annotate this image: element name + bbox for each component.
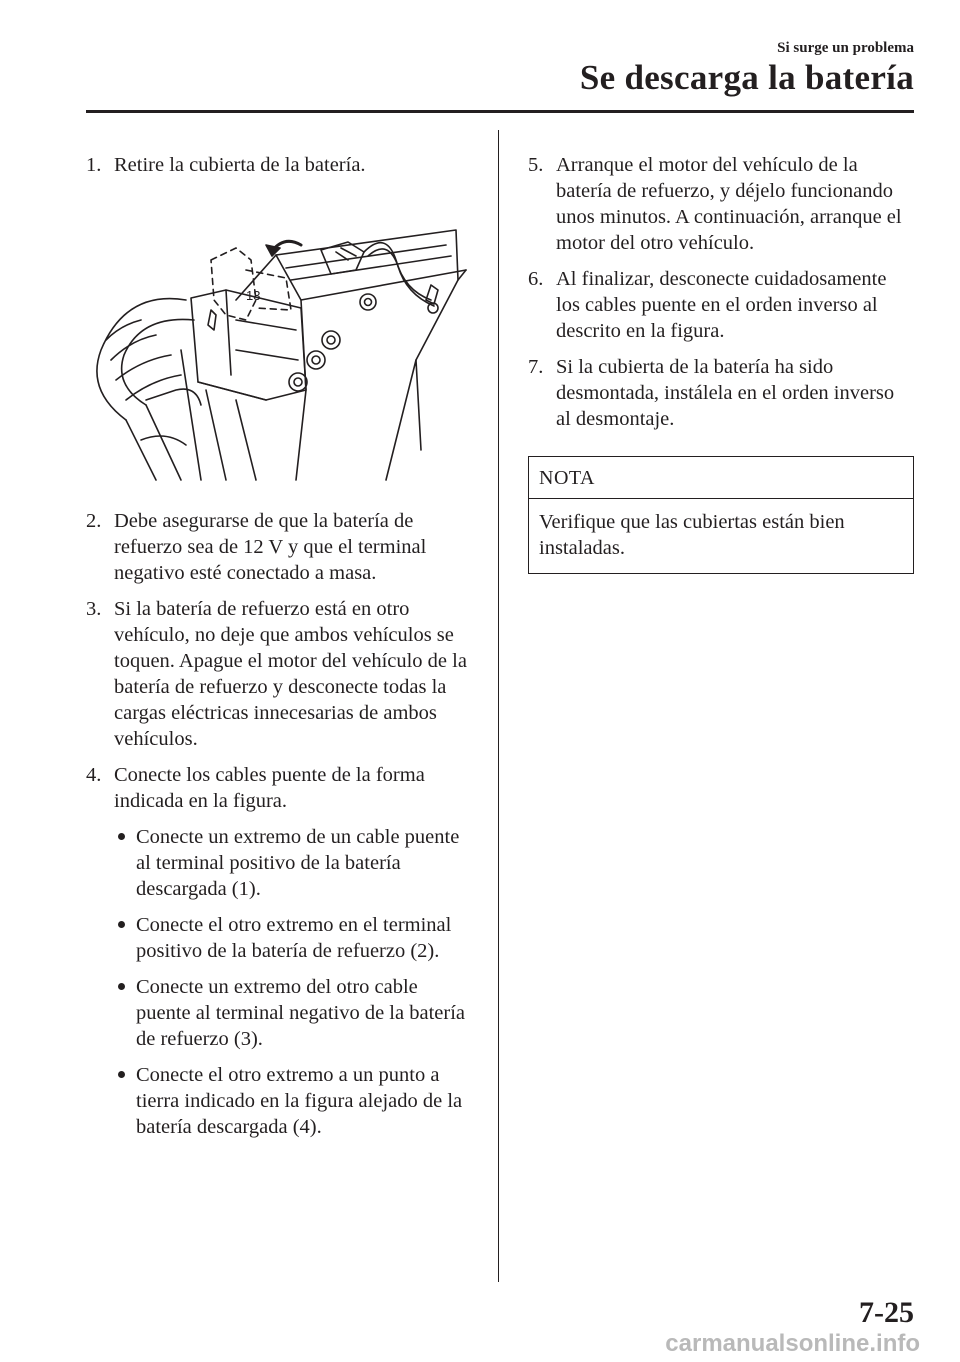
battery-cover-illustration (86, 190, 476, 490)
bullet-item (86, 1062, 476, 1140)
bullet-text: Conecte el otro extremo en el terminal positivo de la batería de refuerzo (2). (136, 914, 452, 962)
note-box (528, 456, 914, 574)
step-text: Conecte los cables puente de la forma indicada en la figura. (114, 764, 425, 812)
column-divider (498, 130, 499, 1282)
step-number: 1. (86, 154, 102, 176)
step-text: Retire la cubierta de la batería. (114, 154, 366, 176)
bullet-item (86, 974, 476, 1052)
step-5 (528, 152, 914, 256)
bullet-dot-icon (118, 921, 125, 928)
battery-cover-figure (86, 190, 476, 490)
step-4 (86, 762, 476, 814)
step-7 (528, 354, 914, 432)
bullet-item (86, 824, 476, 902)
step-text: Debe asegurarse de que la batería de refuerzo sea de 12 V y que el terminal negativo esté conectado a masa. (114, 510, 427, 584)
step-text: Arranque el motor del vehículo de la batería de refuerzo, y déjelo funcionando unos minutos. A continuación, arranque el motor del otro vehículo. (556, 154, 902, 254)
step-text: Al finalizar, desconecte cuidadosamente los cables puente en el orden inverso al descrito en la figura. (556, 268, 887, 342)
step-number: 5. (528, 154, 544, 176)
bullet-text: Conecte un extremo del otro cable puente al terminal negativo de la batería de refuerzo (3). (136, 976, 465, 1050)
page-number: 7-25 (859, 1296, 914, 1329)
step-2 (86, 508, 476, 586)
bullet-dot-icon (118, 1071, 125, 1078)
left-column (86, 152, 476, 1150)
step-3 (86, 596, 476, 752)
figure-callout-13: 13 (246, 288, 261, 303)
step-number: 7. (528, 356, 544, 378)
step-6 (528, 266, 914, 344)
step-number: 2. (86, 510, 102, 532)
watermark: carmanualsonline.info (665, 1330, 920, 1357)
header-kicker: Si surge un problema (777, 40, 914, 56)
step-text: Si la batería de refuerzo está en otro vehículo, no deje que ambos vehículos se toquen. Apague el motor del vehículo de la batería de refuerzo y desconecte todas la cargas eléctricas innecesarias de ambos vehículos. (114, 598, 467, 750)
step-1 (86, 152, 476, 178)
right-column (528, 152, 914, 574)
step-number: 4. (86, 764, 102, 786)
header-rule (86, 110, 914, 113)
bullet-item (86, 912, 476, 964)
step-text: Si la cubierta de la batería ha sido desmontada, instálela en el orden inverso al desmontaje. (556, 356, 895, 430)
note-text: Verifique que las cubiertas están bien instaladas. (539, 511, 845, 559)
page-title: Se descarga la batería (579, 58, 914, 97)
bullet-dot-icon (118, 833, 125, 840)
step-number: 3. (86, 598, 102, 620)
bullet-dot-icon (118, 983, 125, 990)
note-label: NOTA (529, 457, 913, 499)
bullet-text: Conecte un extremo de un cable puente al terminal positivo de la batería descargada (1). (136, 826, 460, 900)
step-number: 6. (528, 268, 544, 290)
bullet-text: Conecte el otro extremo a un punto a tierra indicado en la figura alejado de la batería descargada (4). (136, 1064, 463, 1138)
